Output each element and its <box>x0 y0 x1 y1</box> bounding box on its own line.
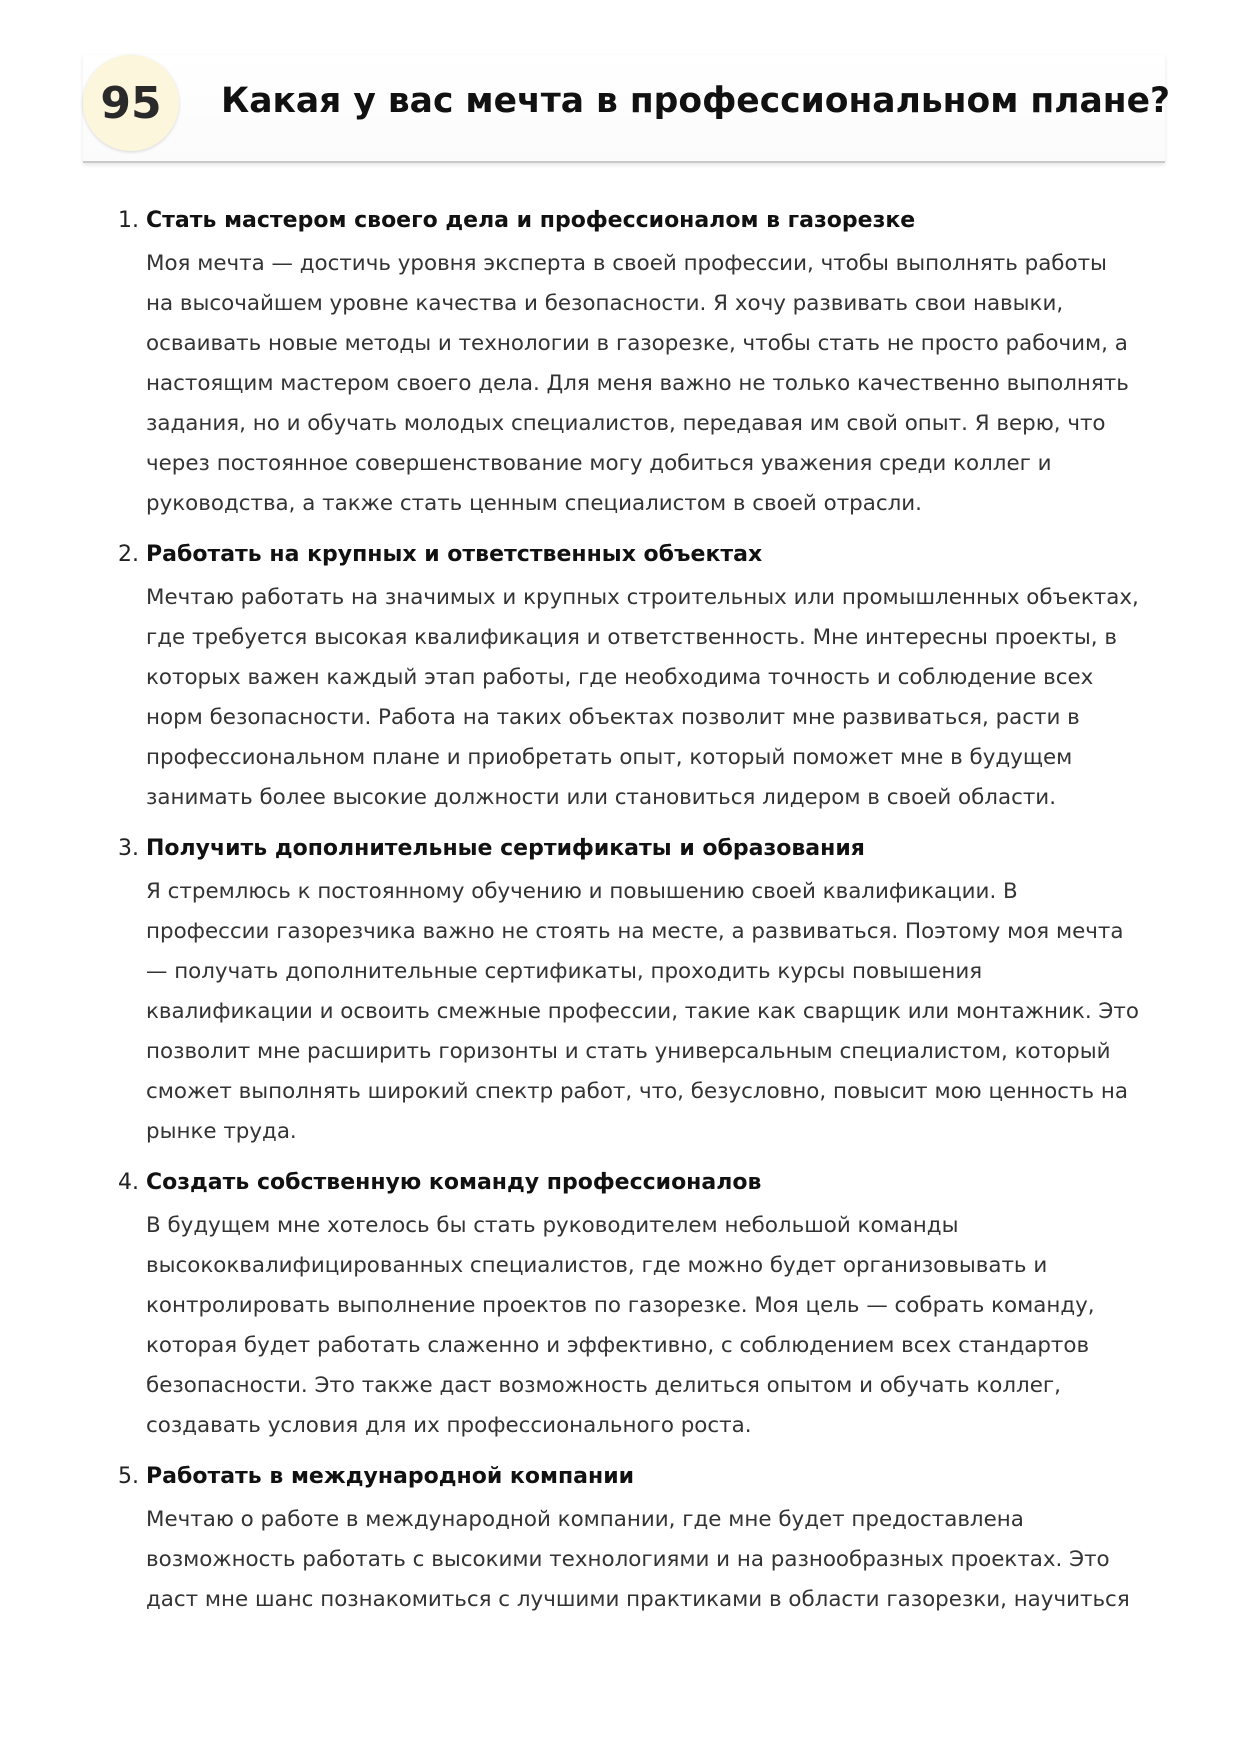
item-title: Создать собственную команду профессионалов <box>146 1170 762 1195</box>
paragraph-line: Я стремлюсь к постоянному обучению и повышению своей квалификации. В <box>146 879 1018 904</box>
paragraph-line: Моя мечта — достичь уровня эксперта в своей профессии, чтобы выполнять работы <box>146 251 1107 276</box>
paragraph-line: занимать более высокие должности или становиться лидером в своей области. <box>146 785 1057 810</box>
page-header <box>83 55 1171 165</box>
page-title: Какая у вас мечта в профессиональном плане? <box>221 81 1171 121</box>
item-number: 5. <box>118 1464 139 1489</box>
list-item <box>118 834 1168 1152</box>
paragraph-line: профессии газорезчика важно не стоять на месте, а развиваться. Поэтому моя мечта <box>146 919 1124 944</box>
paragraph-line: осваивать новые методы и технологии в газорезке, чтобы стать не просто рабочим, а <box>146 331 1128 356</box>
paragraph-line: настоящим мастером своего дела. Для меня важно не только качественно выполнять <box>146 371 1129 396</box>
item-paragraph <box>146 1206 1168 1446</box>
paragraph-line: рынке труда. <box>146 1119 297 1144</box>
paragraph-line: руководства, а также стать ценным специалистом в своей отрасли. <box>146 491 922 516</box>
item-paragraph <box>146 578 1168 818</box>
item-title: Работать на крупных и ответственных объектах <box>146 542 763 567</box>
item-number: 4. <box>118 1170 139 1195</box>
paragraph-line: на высочайшем уровне качества и безопасности. Я хочу развивать свои навыки, <box>146 291 1064 316</box>
paragraph-line: контролировать выполнение проектов по газорезке. Моя цель — собрать команду, <box>146 1293 1095 1318</box>
paragraph-line: которая будет работать слаженно и эффективно, с соблюдением всех стандартов <box>146 1333 1090 1358</box>
list-item <box>118 1462 1168 1620</box>
paragraph-line: безопасности. Это также даст возможность делиться опытом и обучать коллег, <box>146 1373 1061 1398</box>
item-title: Работать в международной компании <box>146 1464 635 1489</box>
item-number: 2. <box>118 542 139 567</box>
paragraph-line: Мечтаю работать на значимых и крупных строительных или промышленных объектах, <box>146 585 1139 610</box>
item-paragraph <box>146 872 1168 1152</box>
paragraph-line: сможет выполнять широкий спектр работ, что, безусловно, повысит мою ценность на <box>146 1079 1128 1104</box>
paragraph-line: где требуется высокая квалификация и ответственность. Мне интересны проекты, в <box>146 625 1117 650</box>
paragraph-line: В будущем мне хотелось бы стать руководителем небольшой команды <box>146 1213 959 1238</box>
question-number-badge: 95 <box>83 55 179 151</box>
paragraph-line: — получать дополнительные сертификаты, проходить курсы повышения <box>146 959 983 984</box>
paragraph-line: Мечтаю о работе в международной компании, где мне будет предоставлена <box>146 1507 1024 1532</box>
list-item <box>118 540 1168 818</box>
paragraph-line: профессиональном плане и приобретать опыт, который поможет мне в будущем <box>146 745 1073 770</box>
answer-list <box>118 206 1168 1620</box>
list-item <box>118 206 1168 524</box>
paragraph-line: задания, но и обучать молодых специалистов, передавая им свой опыт. Я верю, что <box>146 411 1106 436</box>
list-item <box>118 1168 1168 1446</box>
item-number: 3. <box>118 836 139 861</box>
paragraph-line: через постоянное совершенствование могу добиться уважения среди коллег и <box>146 451 1052 476</box>
paragraph-line: норм безопасности. Работа на таких объектах позволит мне развиваться, расти в <box>146 705 1080 730</box>
paragraph-line: даст мне шанс познакомиться с лучшими практиками в области газорезки, научиться <box>146 1587 1130 1612</box>
item-title: Получить дополнительные сертификаты и образования <box>146 836 865 861</box>
item-number: 1. <box>118 208 139 233</box>
paragraph-line: позволит мне расширить горизонты и стать универсальным специалистом, который <box>146 1039 1111 1064</box>
paragraph-line: которых важен каждый этап работы, где необходима точность и соблюдение всех <box>146 665 1094 690</box>
item-paragraph <box>146 244 1168 524</box>
paragraph-line: создавать условия для их профессионального роста. <box>146 1413 752 1438</box>
paragraph-line: высококвалифицированных специалистов, где можно будет организовывать и <box>146 1253 1048 1278</box>
paragraph-line: квалификации и освоить смежные профессии, такие как сварщик или монтажник. Это <box>146 999 1139 1024</box>
item-paragraph <box>146 1500 1168 1620</box>
item-title: Стать мастером своего дела и профессионалом в газорезке <box>146 208 916 233</box>
paragraph-line: возможность работать с высокими технологиями и на разнообразных проектах. Это <box>146 1547 1110 1572</box>
